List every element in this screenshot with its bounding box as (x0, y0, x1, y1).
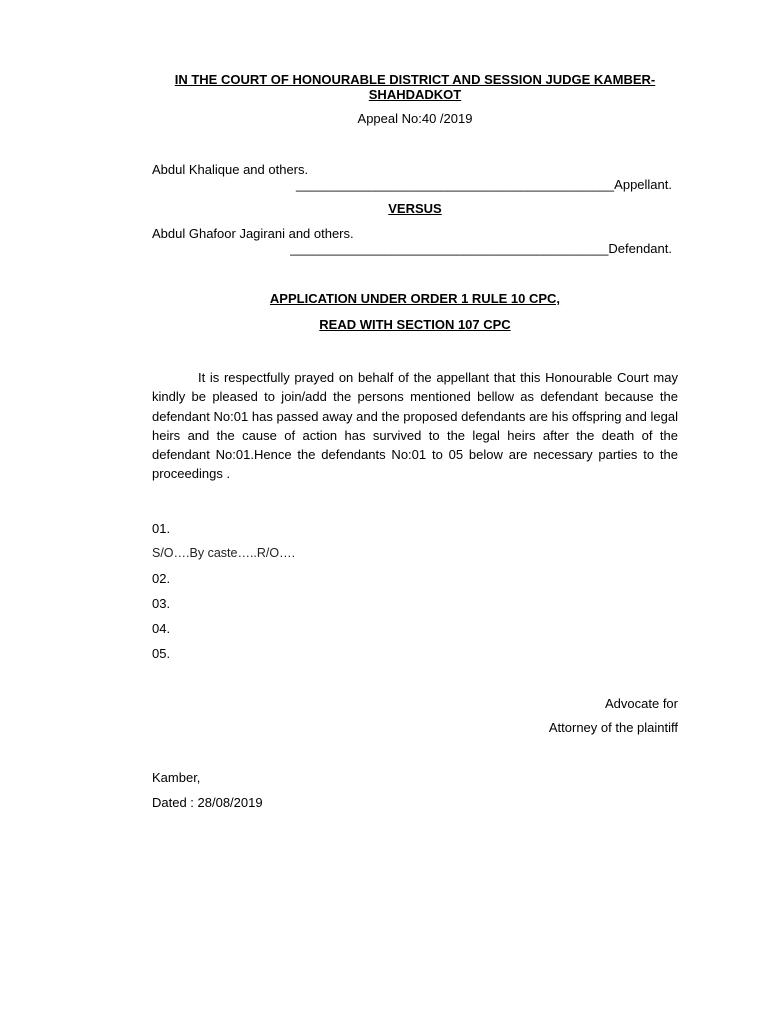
list-item: 05. (152, 646, 171, 661)
versus-heading: VERSUS (388, 201, 442, 216)
application-title-line-1: APPLICATION UNDER ORDER 1 RULE 10 CPC, (269, 291, 561, 306)
appellant-name: Abdul Khalique and others. (152, 162, 309, 177)
body-paragraph (152, 368, 678, 484)
body-paragraph-text: It is respectfully prayed on behalf of the appellant that this Honourable Court may kindly be pleased to join/add the persons mentioned bellow as defendant because the defendant No:01 has passed away and the proposed defendants are his offspring and legal heirs and the cause of action has survived to the legal heirs after the death of the defendant No:01.Hence the defendants No:01 to 05 below are necessary parties to the proceedings . (152, 370, 678, 482)
appeal-number: Appeal No:40 /2019 (357, 111, 473, 126)
list-item: S/O….By caste…..R/O…. (152, 546, 296, 560)
signature-line-attorney: Attorney of the plaintiff (548, 720, 678, 735)
signature-line-advocate: Advocate for (605, 696, 678, 711)
defendant-line: ____________________________________________Defendant. (290, 241, 672, 256)
court-title: IN THE COURT OF HONOURABLE DISTRICT AND SESSION JUDGE KAMBER-SHAHDADKOT (174, 72, 656, 102)
appellant-line: ____________________________________________Appellant. (296, 177, 672, 192)
list-item: 01. (152, 521, 171, 536)
list-item: 02. (152, 571, 171, 586)
date-label: Dated : 28/08/2019 (152, 795, 263, 810)
list-item: 03. (152, 596, 171, 611)
list-item: 04. (152, 621, 171, 636)
place-label: Kamber, (152, 770, 201, 785)
application-title-line-2: READ WITH SECTION 107 CPC (319, 317, 511, 332)
defendant-name: Abdul Ghafoor Jagirani and others. (152, 226, 354, 241)
